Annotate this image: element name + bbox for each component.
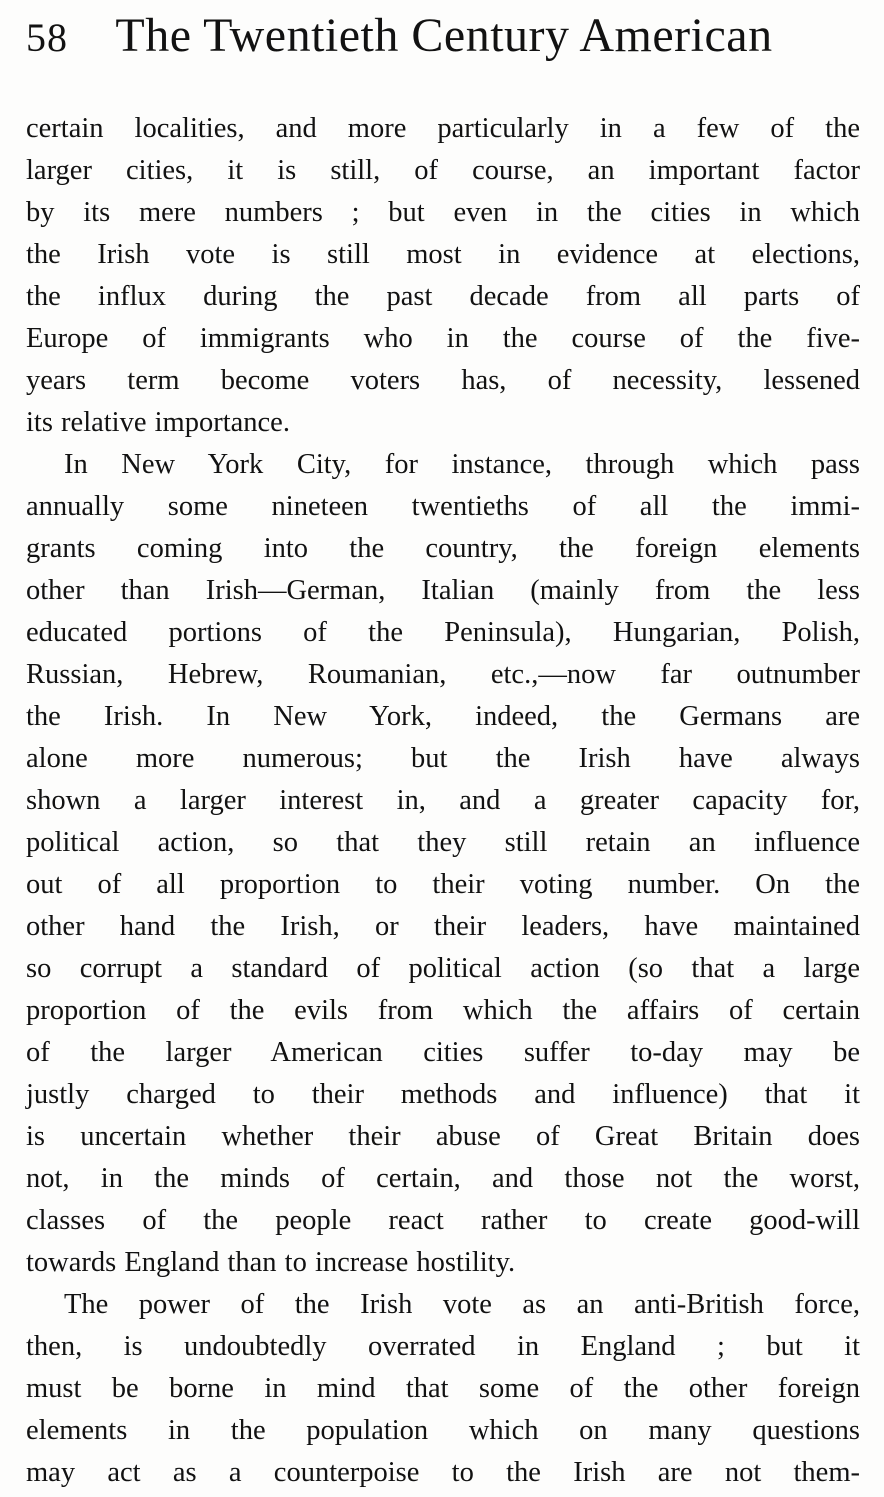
text-line: classes of the people react rather to create good-will — [26, 1205, 860, 1236]
text-line: educated portions of the Peninsula), Hungarian, Polish, — [26, 617, 860, 648]
text-line: proportion of the evils from which the affairs of certain — [26, 995, 860, 1026]
text-line: political action, so that they still retain an influence — [26, 827, 860, 858]
text-line: In New York City, for instance, through which pass — [64, 449, 860, 480]
text-line: its relative importance. — [26, 407, 290, 438]
text-line: years term become voters has, of necessity, lessened — [26, 365, 860, 396]
page-number: 58 — [26, 15, 68, 60]
text-line: not, in the minds of certain, and those not the worst, — [26, 1163, 860, 1194]
text-line: then, is undoubtedly overrated in England ; but it — [26, 1331, 860, 1362]
text-line: alone more numerous; but the Irish have always — [26, 743, 860, 774]
text-line: must be borne in mind that some of the other foreign — [26, 1373, 860, 1404]
text-line: so corrupt a standard of political action (so that a large — [26, 953, 860, 984]
text-line: annually some nineteen twentieths of all the immi- — [26, 491, 860, 522]
text-line: the Irish. In New York, indeed, the Germans are — [26, 701, 860, 732]
text-line: the Irish vote is still most in evidence at elections, — [26, 239, 860, 270]
text-line: may act as a counterpoise to the Irish are not them- — [26, 1457, 860, 1488]
text-line: is uncertain whether their abuse of Great Britain does — [26, 1121, 860, 1152]
text-line: towards England than to increase hostility. — [26, 1247, 516, 1278]
text-line: out of all proportion to their voting number. On the — [26, 869, 860, 900]
text-line: Europe of immigrants who in the course of the five- — [26, 323, 860, 354]
text-line: shown a larger interest in, and a greater capacity for, — [26, 785, 860, 816]
text-line: of the larger American cities suffer to-day may be — [26, 1037, 860, 1068]
text-line: by its mere numbers ; but even in the cities in which — [26, 197, 860, 228]
text-line: Russian, Hebrew, Roumanian, etc.,—now far outnumber — [26, 659, 860, 690]
text-line: other hand the Irish, or their leaders, have maintained — [26, 911, 860, 942]
running-title: The Twentieth Century American — [115, 9, 773, 62]
body-text — [26, 108, 860, 1494]
text-line: the influx during the past decade from all parts of — [26, 281, 860, 312]
text-line: grants coming into the country, the foreign elements — [26, 533, 860, 564]
text-line: other than Irish—German, Italian (mainly from the less — [26, 575, 860, 606]
text-line: The power of the Irish vote as an anti-British force, — [64, 1289, 860, 1320]
text-line: larger cities, it is still, of course, an important factor — [26, 155, 860, 186]
text-line: elements in the population which on many questions — [26, 1415, 860, 1446]
running-header — [26, 8, 860, 74]
text-line: certain localities, and more particularly in a few of the — [26, 113, 860, 144]
text-line: justly charged to their methods and influence) that it — [26, 1079, 860, 1110]
